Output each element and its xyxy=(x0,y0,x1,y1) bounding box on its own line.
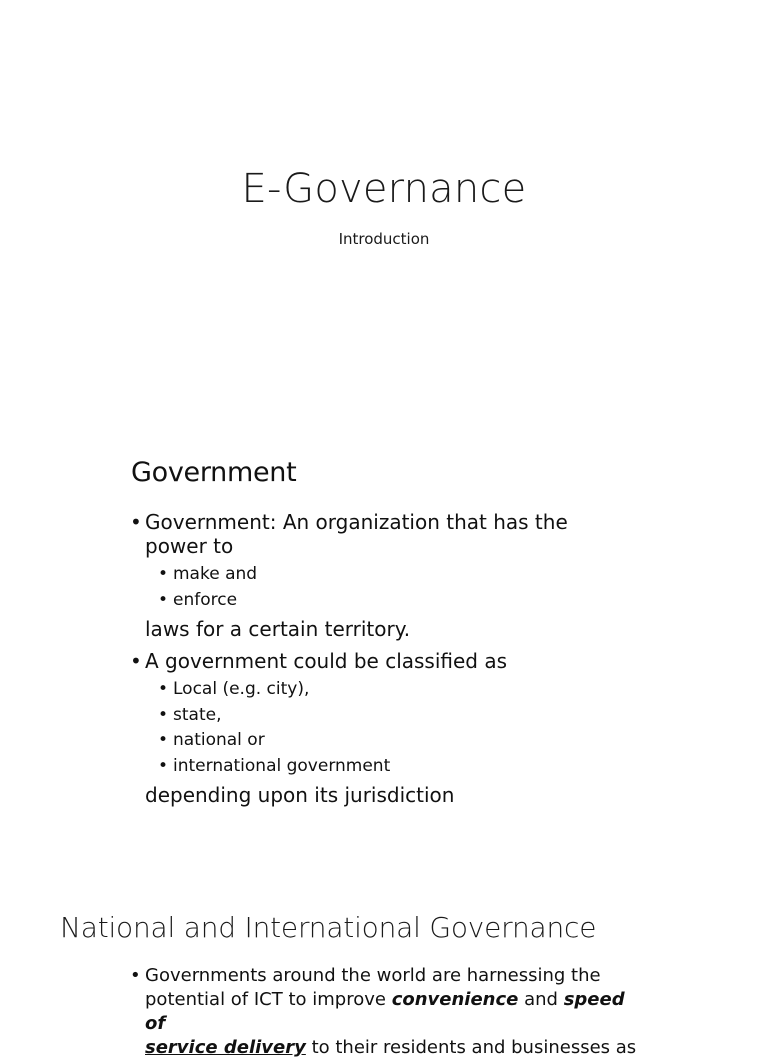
bullet-ict xyxy=(130,964,650,1060)
government-heading: Government xyxy=(131,457,297,488)
sub-bullet-item: • international government xyxy=(158,754,600,780)
sub-bullet-item: • national or xyxy=(158,728,600,754)
continuation-text: laws for a certain territory. xyxy=(145,617,411,641)
sub-list-types xyxy=(158,677,600,779)
emphasis-text: speed of xyxy=(145,989,625,1034)
bullet-text: to their residents and businesses as xyxy=(305,1037,637,1058)
emphasis-text: service delivery xyxy=(145,1037,306,1058)
bullet-text: and xyxy=(518,989,564,1010)
bullet-text: Governments around the world are harnessing the xyxy=(145,965,601,986)
slide-title-heading: E-Governance xyxy=(241,166,527,212)
slide-national-international xyxy=(0,880,768,1058)
slide-government xyxy=(0,440,768,860)
bullet-classification: • A government could be classified as xyxy=(130,649,600,673)
sub-bullet-item: • make and xyxy=(158,562,600,588)
government-body xyxy=(130,510,600,815)
slide-title xyxy=(0,0,768,420)
bullet-definition: • Government: An organization that has the power to xyxy=(130,510,600,558)
national-international-body xyxy=(130,964,650,1060)
sub-bullet-item: • Local (e.g. city), xyxy=(158,677,600,703)
slide-subtitle: Introduction xyxy=(338,230,430,248)
sub-bullet-item: • state, xyxy=(158,703,600,729)
continuation-text: depending upon its jurisdiction xyxy=(145,783,455,807)
bullet-text: potential of ICT to improve xyxy=(145,989,392,1010)
national-international-heading: National and International Governance xyxy=(60,911,597,944)
sub-list-powers xyxy=(158,562,600,613)
sub-bullet-item: • enforce xyxy=(158,588,600,614)
emphasis-text: convenience xyxy=(391,989,519,1010)
